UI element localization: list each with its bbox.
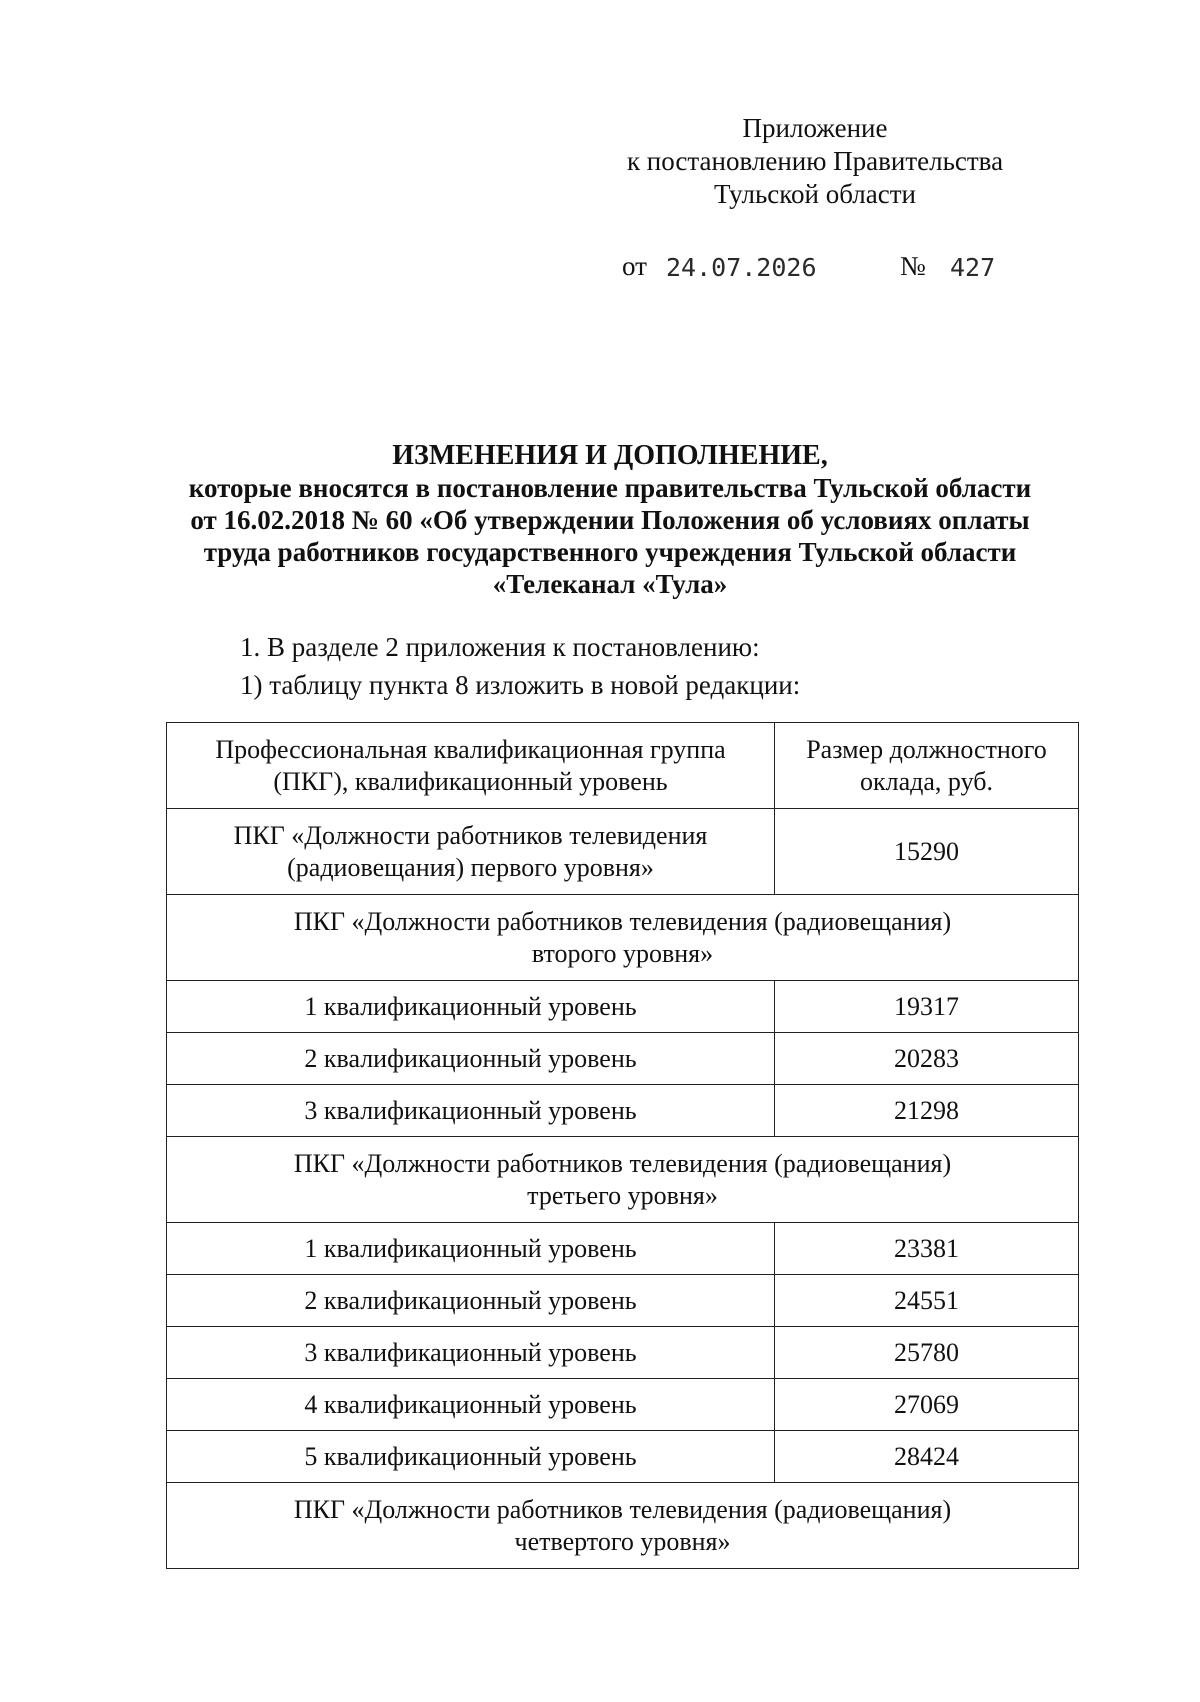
- paragraph-1: 1. В разделе 2 приложения к постановлению:: [240, 632, 760, 662]
- row-value-cell: 27069: [775, 1379, 1079, 1431]
- table-row: [167, 1431, 1079, 1483]
- table-row: [167, 1275, 1079, 1327]
- salary-table: [166, 722, 1079, 1569]
- table-row: [167, 1033, 1079, 1085]
- group-label-line-2: четвертого уровня»: [514, 1526, 731, 1556]
- row-value-cell: 25780: [775, 1327, 1079, 1379]
- row-value-cell: 15290: [775, 809, 1079, 895]
- group-label-cell: [167, 1483, 1079, 1569]
- title-line-5: «Телеканал «Тула»: [492, 569, 728, 599]
- number-label: №: [900, 251, 926, 281]
- paragraph-2: 1) таблицу пункта 8 изложить в новой редакции:: [240, 670, 801, 700]
- row-value-cell: 28424: [775, 1431, 1079, 1483]
- header-group-line-2: (ПКГ), квалификационный уровень: [273, 766, 668, 796]
- table-group-row: [167, 1483, 1079, 1569]
- table-row: [167, 809, 1079, 895]
- row-label-cell: 3 квалификационный уровень: [167, 1327, 775, 1379]
- number-value: 427: [950, 253, 996, 282]
- appendix-line-2: к постановлению Правительства: [626, 146, 1004, 176]
- header-salary-line-1: Размер должностного: [806, 734, 1047, 764]
- row-label-cell: 1 квалификационный уровень: [167, 981, 775, 1033]
- table-group-row: [167, 895, 1079, 981]
- row-label-cell: 2 квалификационный уровень: [167, 1275, 775, 1327]
- row-label-cell: [167, 809, 775, 895]
- group-label-line-2: третьего уровня»: [527, 1180, 718, 1210]
- appendix-header: [590, 112, 1040, 211]
- row-value-cell: 23381: [775, 1223, 1079, 1275]
- row-value-cell: 21298: [775, 1085, 1079, 1137]
- row-label-cell: 4 квалификационный уровень: [167, 1379, 775, 1431]
- row-value-cell: 20283: [775, 1033, 1079, 1085]
- row-label-cell: 1 квалификационный уровень: [167, 1223, 775, 1275]
- row-label-cell: 2 квалификационный уровень: [167, 1033, 775, 1085]
- appendix-line-3: Тульской области: [714, 179, 916, 209]
- row-label-cell: 3 квалификационный уровень: [167, 1085, 775, 1137]
- group-label-cell: [167, 1137, 1079, 1223]
- title-main: ИЗМЕНЕНИЯ И ДОПОЛНЕНИЕ,: [392, 440, 828, 471]
- row-label-line-2: (радиовещания) первого уровня»: [287, 852, 654, 882]
- group-label-line-2: второго уровня»: [531, 938, 714, 968]
- table-row: [167, 1085, 1079, 1137]
- group-label-line-1: ПКГ «Должности работников телевидения (радиовещания): [293, 1148, 952, 1178]
- table-body: [167, 809, 1079, 1569]
- table-header-row: [167, 723, 1079, 809]
- header-salary-line-2: оклада, руб.: [860, 766, 993, 796]
- table-row: [167, 981, 1079, 1033]
- group-label-line-1: ПКГ «Должности работников телевидения (радиовещания): [293, 906, 952, 936]
- table-row: [167, 1327, 1079, 1379]
- date-value: 24.07.2026: [666, 253, 817, 282]
- appendix-line-1: Приложение: [742, 113, 888, 143]
- row-value-cell: 24551: [775, 1275, 1079, 1327]
- row-label-cell: 5 квалификационный уровень: [167, 1431, 775, 1483]
- document-title: [150, 440, 1070, 600]
- table-group-row: [167, 1137, 1079, 1223]
- date-label: от: [622, 251, 647, 281]
- header-cell-group: [167, 723, 775, 809]
- title-line-2: которые вносятся в постановление правительства Тульской области: [188, 473, 1032, 503]
- row-label-line-1: ПКГ «Должности работников телевидения: [233, 820, 708, 850]
- title-line-4: труда работников государственного учреждения Тульской области: [203, 537, 1017, 567]
- title-line-3: от 16.02.2018 № 60 «Об утверждении Положения об условиях оплаты: [190, 505, 1030, 535]
- table-row: [167, 1379, 1079, 1431]
- table-row: [167, 1223, 1079, 1275]
- group-label-cell: [167, 895, 1079, 981]
- header-group-line-1: Профессиональная квалификационная группа: [215, 734, 726, 764]
- header-cell-salary: [775, 723, 1079, 809]
- group-label-line-1: ПКГ «Должности работников телевидения (радиовещания): [293, 1494, 952, 1524]
- row-value-cell: 19317: [775, 981, 1079, 1033]
